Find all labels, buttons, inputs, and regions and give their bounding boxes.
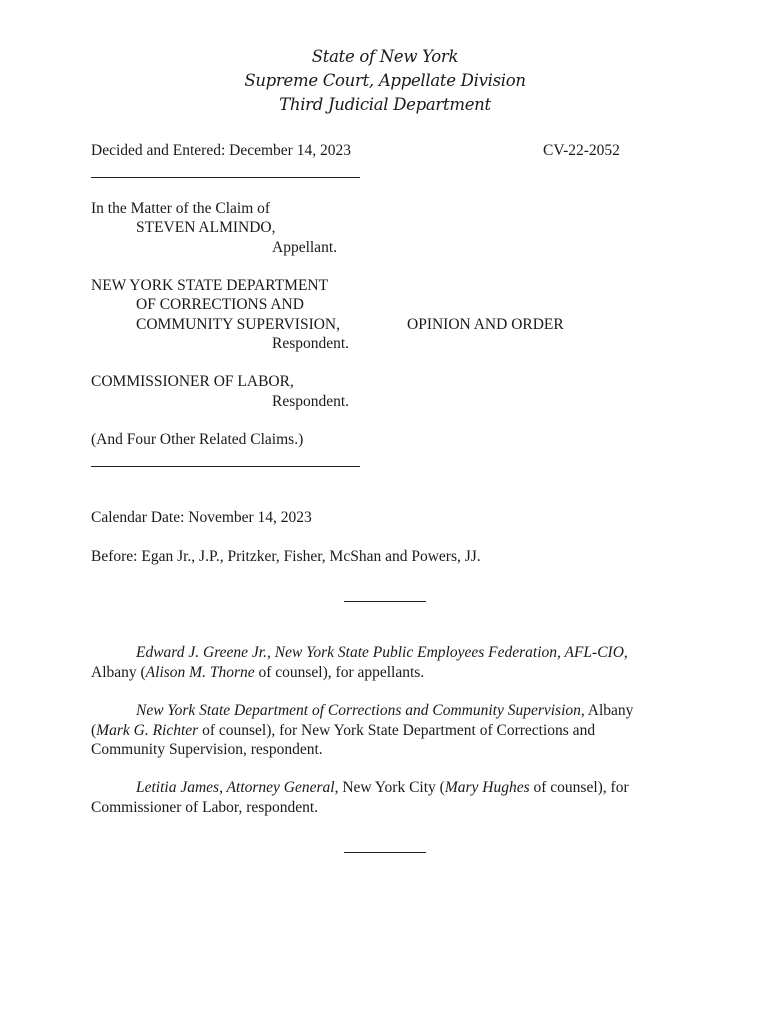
calendar-date: Calendar Date: November 14, 2023 (91, 509, 312, 526)
docket-number: CV-22-2052 (543, 142, 620, 159)
counsel-appellants-attorney: Alison M. Thorne (145, 663, 255, 681)
caption-respondent1-line2: OF CORRECTIONS AND (136, 296, 304, 313)
counsel-doccs-location: , Albany ( (91, 702, 634, 739)
counsel-respondent-doccs (91, 701, 671, 760)
separator-1 (344, 601, 426, 602)
caption-respondent2: COMMISSIONER OF LABOR, (91, 373, 294, 390)
court-name: Supreme Court, Appellate Division (244, 71, 526, 90)
counsel-appellants (91, 643, 671, 682)
caption-respondent1-line1: NEW YORK STATE DEPARTMENT (91, 277, 329, 294)
decided-date: Decided and Entered: December 14, 2023 (91, 142, 351, 159)
counsel-appellants-firm: Edward J. Greene Jr., New York State Public Employees Federation, AFL-CIO (136, 644, 624, 661)
counsel-doccs-role: of counsel), for New York State Department of Corrections and Community Supervision, respondent. (91, 721, 596, 758)
caption-respondent1-line3: COMMUNITY SUPERVISION, (136, 316, 341, 333)
caption-claimant-role: Appellant. (272, 239, 337, 256)
counsel-respondent-labor (91, 778, 671, 817)
caption-respondent2-role: Respondent. (272, 393, 350, 410)
bench-justices: Before: Egan Jr., J.P., Pritzker, Fisher, McShan and Powers, JJ. (91, 548, 481, 565)
counsel-doccs-firm: New York State Department of Corrections and Community Supervision (136, 702, 581, 719)
opinion-and-order: OPINION AND ORDER (407, 316, 564, 333)
court-state: State of New York (311, 47, 459, 66)
caption-rule-bottom (91, 466, 360, 467)
counsel-labor-attorney: Mary Hughes (444, 779, 530, 796)
caption-claimant: STEVEN ALMINDO, (136, 219, 276, 236)
counsel-labor-role: of counsel), for Commissioner of Labor, respondent. (91, 779, 629, 816)
court-department: Third Judicial Department (279, 95, 491, 114)
counsel-labor-location: , New York City ( (334, 779, 445, 796)
caption-rule-top (91, 177, 360, 178)
caption-matter: In the Matter of the Claim of (91, 200, 271, 217)
counsel-appellants-location: , Albany ( (91, 644, 628, 681)
separator-2 (344, 852, 426, 853)
caption-respondent1-role: Respondent. (272, 335, 350, 352)
counsel-doccs-attorney: Mark G. Richter (96, 721, 199, 739)
counsel-appellants-role: of counsel), for appellants. (254, 663, 425, 681)
caption-related-claims: (And Four Other Related Claims.) (91, 431, 304, 448)
court-header (0, 45, 770, 117)
counsel-labor-firm: Letitia James, Attorney General (136, 779, 335, 796)
